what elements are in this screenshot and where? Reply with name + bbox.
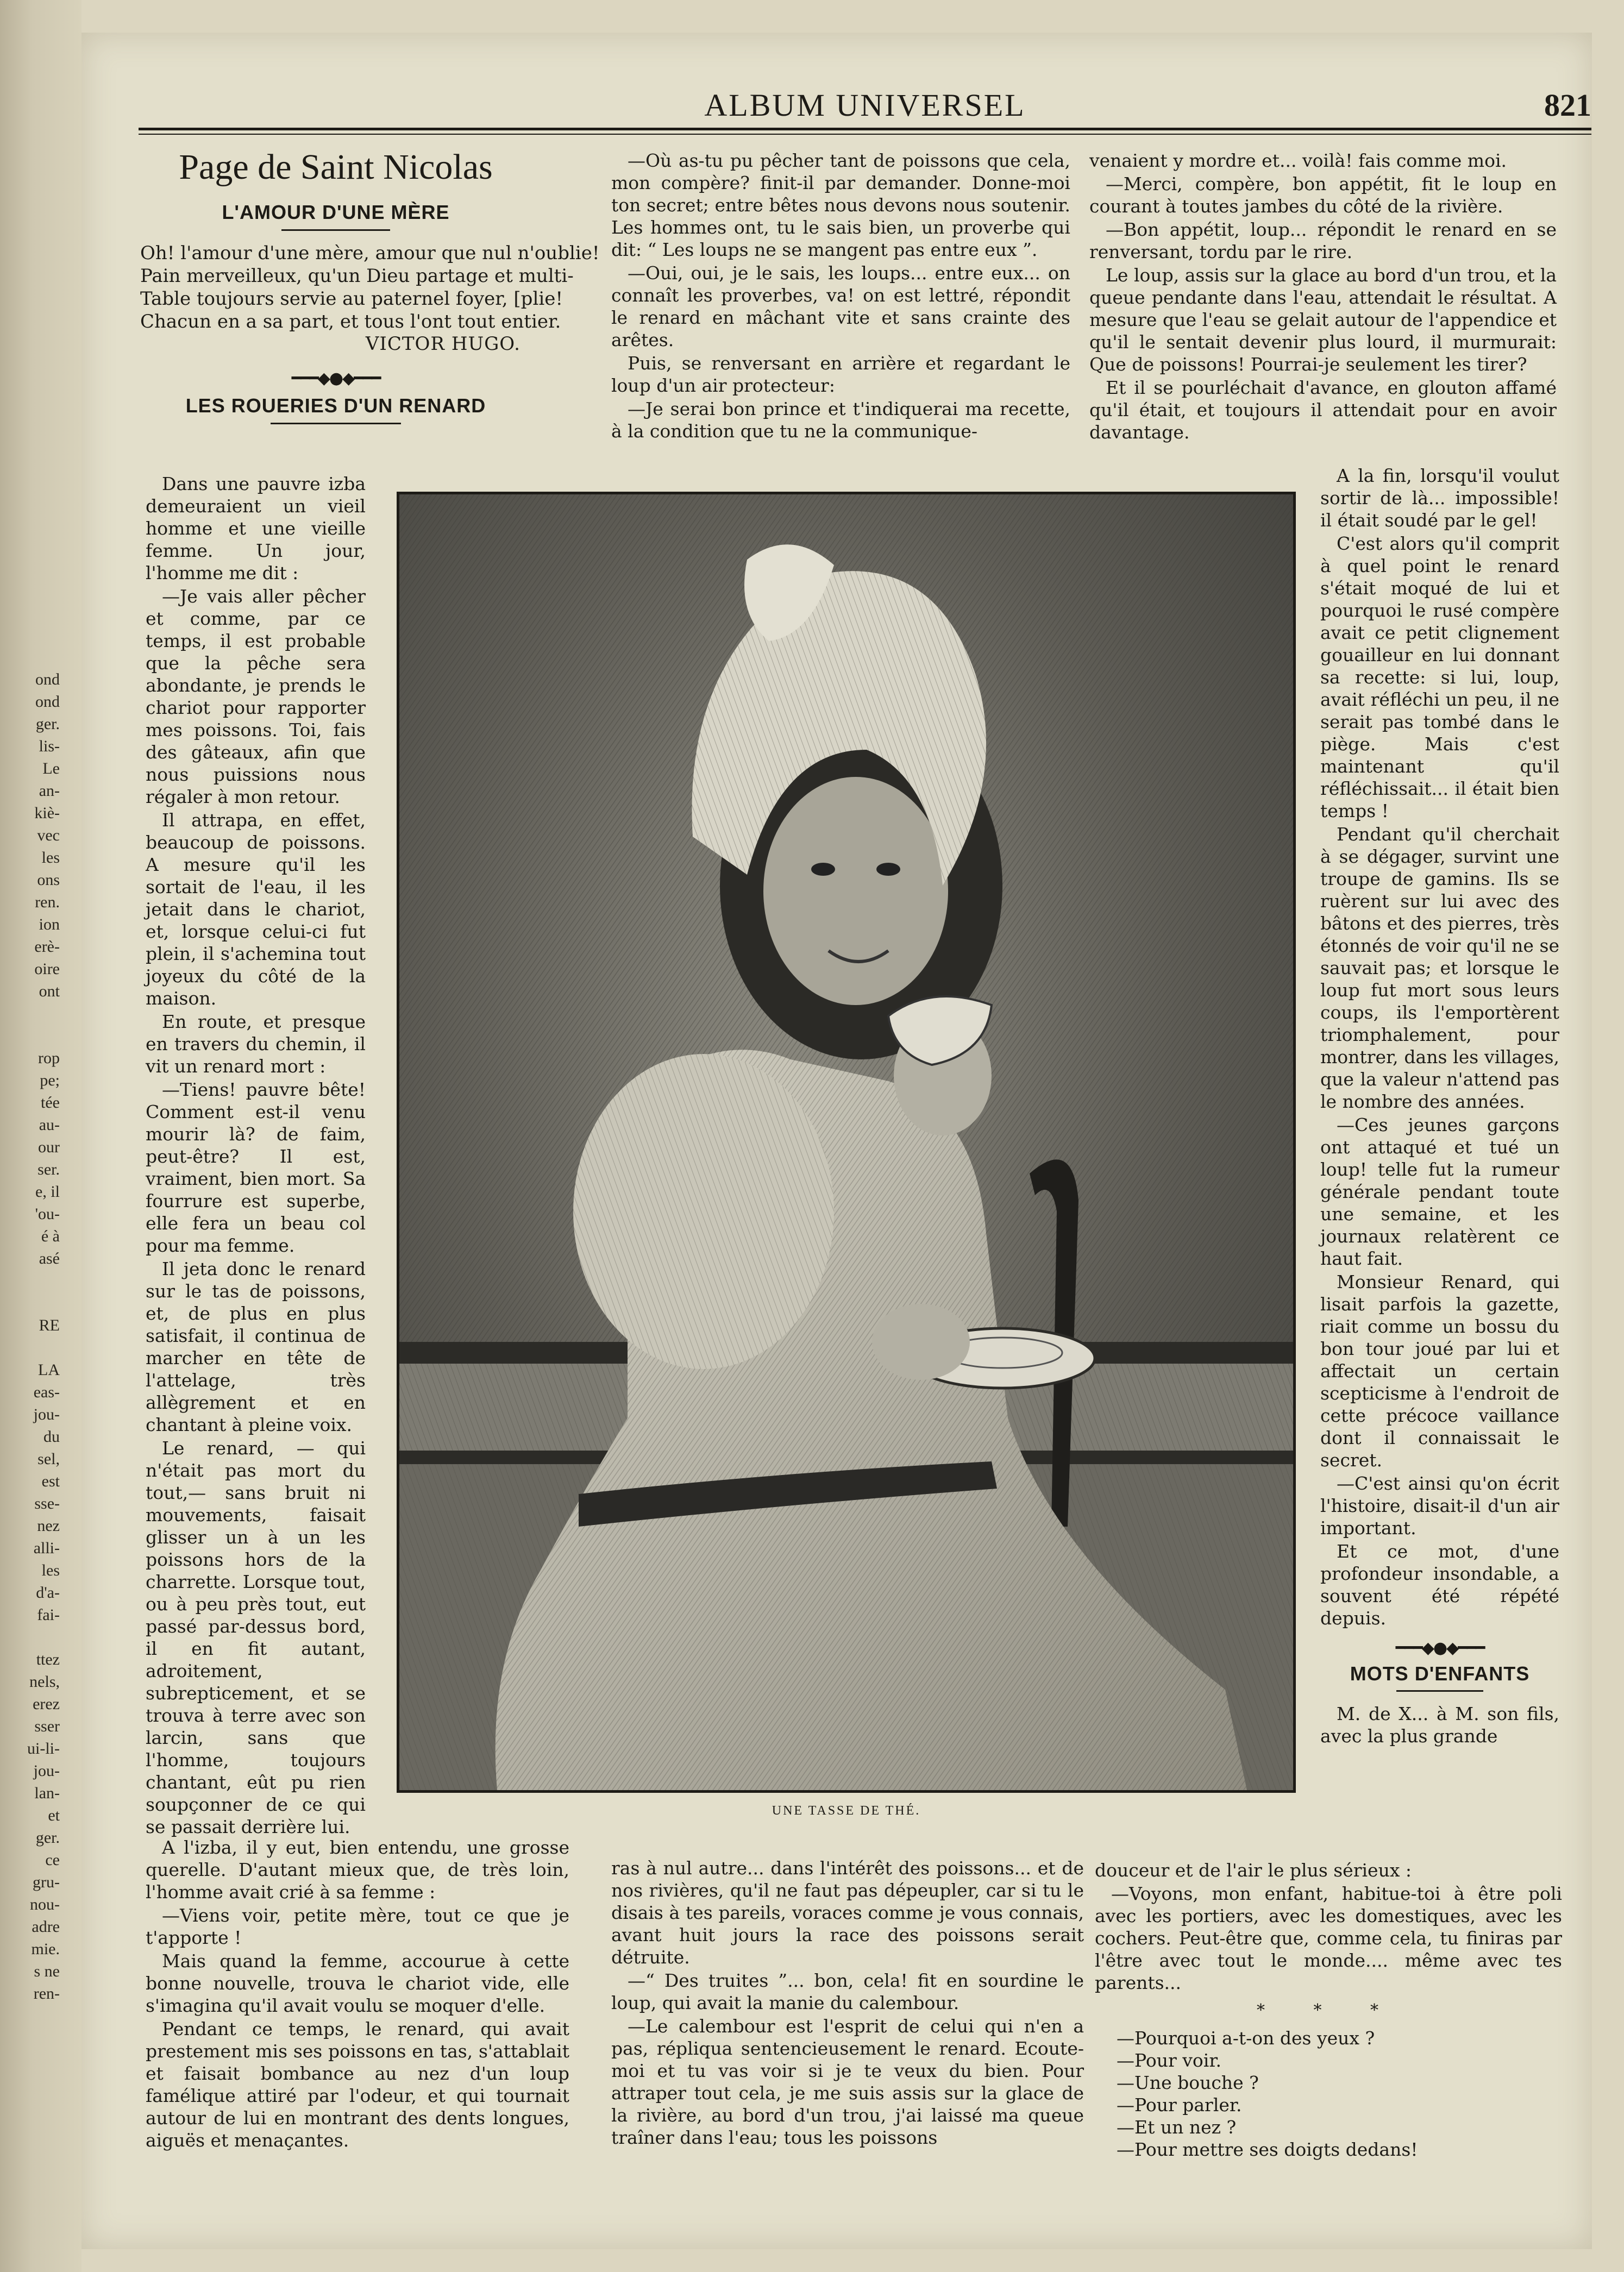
page-header [139,87,1591,130]
left-fragment: é à [41,1227,60,1245]
paragraph: —Merci, compère, bon appétit, fit le loup en courant à toutes jambes du côté de la rivière. [1089,173,1557,217]
left-fragment: et [48,1806,60,1824]
left-fragment: sel, [37,1450,60,1468]
left-fragment: ion [39,915,60,933]
paragraph: En route, et presque en travers du chemin, il vit un renard mort : [146,1011,366,1077]
paragraph: A l'izba, il y eut, bien entendu, une grosse querelle. D'autant mieux que, de très loin, l'homme avait crié à sa femme : [146,1837,569,1903]
poem-line: Chacun en a sa part, et tous l'ont tout entier. [140,311,561,332]
paragraph: ras à nul autre... dans l'intérêt des poissons... et de nos rivières, qu'il ne faut pas dépeupler, car si tu le disais à tes pareils, voraces comme je vous connais, avant huit jours la race des poissons serait détruite. [611,1857,1084,1968]
poem-line: Table toujours servie au paternel foyer, [plie! [140,288,563,310]
paragraph: venaient y mordre et... voilà! fais comme moi. [1089,150,1507,171]
mots-heading: MOTS D'ENFANTS [1350,1662,1530,1685]
left-fragment: sse- [34,1495,60,1512]
paragraph: Le renard, — qui n'était pas mort du tout,— sans bruit ni mouvements, faisait glisser un à un les poissons hors de la charrette. Lorsque tout, ou à peu près tout, eut passé par-dessus bord, il en fit autant, adroitement, subrepticement, et se trouva à terre avec son larcin, sans que l'homme, toujours chantant, eût pu rien soupçonner de ce qui se passait derrière lui. [146,1438,366,1837]
left-fragment: rop [38,1049,60,1067]
story-column-3-narrow [1320,465,1559,1748]
paragraph: —Le calembour est l'esprit de celui qui n'en a pas, répliqua sentencieusement le renard. Ecoute-moi et tu vas voir si je te veux du bien. Pour attraper tout cela, je me suis assis sur la glace de la rivière, au bord d'un trou, j'ai laissé ma queue traîner dans l'eau; tous les poissons [611,2016,1084,2148]
left-fragment: eas- [33,1383,60,1401]
story-column-3-top [1089,149,1557,444]
left-fragment: ond [35,693,60,711]
left-fragment: erez [33,1695,60,1713]
left-fragment: ser. [37,1160,60,1178]
left-fragment: fai- [37,1606,60,1624]
paragraph: —Oui, oui, je le sais, les loups... entre eux... on connaît les proverbes, va! on est lettré, répondit le renard en mâchant vite et sans crainte des arêtes. [611,262,1070,350]
poem-line: Oh! l'amour d'une mère, amour que nul n'oublie! [140,242,600,264]
left-fragment: jou- [33,1405,60,1423]
heading-underline [271,423,401,424]
left-fragment: est [41,1472,60,1490]
left-fragment: adre [32,1918,60,1936]
left-fragment: au- [39,1116,60,1134]
left-fragment [0,1270,60,1292]
dialogue-line: —Pour parler. [1117,2094,1242,2116]
story-column-1-bottom [146,1836,569,2152]
dialogue-line: —Pour voir. [1117,2050,1221,2071]
left-fragment: ons [37,871,60,889]
story-column-1 [146,473,366,1839]
left-fragment: gru- [33,1873,60,1891]
left-fragment: ond [35,670,60,688]
dialogue-line: —Et un nez ? [1117,2117,1237,2138]
poem-verse [140,242,600,333]
dialogue-line: —Pour mettre ses doigts dedans! [1117,2139,1418,2160]
poem-heading: L'AMOUR D'UNE MÈRE [222,201,450,223]
left-fragment: erè- [34,938,60,956]
paragraph: Le loup, assis sur la glace au bord d'un trou, et la queue pendante dans l'eau, attendait le résultat. A mesure que l'eau se gelait autour de l'appendice et qu'il le sentait devenir plus lourd, il murmurait: Que de poissons! Pourrai-je seulement les tirer? [1089,265,1557,375]
left-fragment: ger. [35,715,60,733]
paragraph: —Je vais aller pêcher et comme, par ce temps, il est probable que la pêche sera abondante, je prends le chariot pour rapporter mes poissons. Toi, fais des gâteaux, afin que nous puissions nous régaler à mon retour. [146,586,366,807]
heading-underline [281,229,390,231]
paragraph: Pendant ce temps, le renard, qui avait prestement mis ses poissons en tas, s'attablait et faisait bombance au nez d'un loup famélique attiré par l'odeur, et qui tournait autour de lui en montrant des dents longues, aiguës et menaçantes. [146,2018,569,2151]
paragraph: —Où as-tu pu pêcher tant de poissons que cela, mon compère? finit-il par demander. Donne-moi ton secret; entre bêtes nous devons nous soutenir. Les hommes ont, tu le sais bien, un proverbe qui dit: “ Les loups ne se mangent pas entre eux ”. [611,150,1070,260]
left-fragment: mie. [31,1940,60,1958]
header-rule [139,128,1591,130]
left-fragment: d'a- [36,1584,60,1602]
story-column-2-bottom [611,1857,1084,2150]
left-fragment: sser [34,1717,60,1735]
left-fragment: ont [39,982,60,1000]
left-fragment [0,1626,60,1648]
left-fragment: lan- [34,1784,60,1802]
ornament-divider: ━━━◆●◆━━━ [1395,1639,1484,1658]
mots-column [1095,1859,1562,2161]
paragraph: —Je serai bon prince et t'indiquerai ma recette, à la condition que tu ne la communique- [611,398,1070,442]
left-page-fragments [0,668,60,2005]
left-fragment: alli- [33,1539,60,1557]
paragraph: Et ce mot, d'une profondeur insondable, a souvent été répété depuis. [1320,1541,1559,1629]
paragraph: Et il se pourléchait d'avance, en glouton affamé qu'il était, et toujours il attendait pour en avoir davantage. [1089,377,1557,443]
poem-author: VICTOR HUGO. [365,333,521,355]
left-fragment: ren- [33,1985,60,2003]
paragraph: Mais quand la femme, accourue à cette bonne nouvelle, trouva le chariot vide, elle s'imagina qu'il avait voulu se moquer d'elle. [146,1950,569,2016]
left-fragment: ger. [35,1829,60,1847]
left-fragment [0,1025,60,1047]
paragraph: M. de X... à M. son fils, avec la plus grande [1320,1703,1559,1747]
left-fragment: ttez [36,1650,60,1668]
dialogue-line: —Pourquoi a-t-on des yeux ? [1117,2028,1375,2049]
left-fragment: RE [39,1316,60,1334]
publication-title: ALBUM UNIVERSEL [704,87,1026,123]
stars-divider: * * * [1256,2001,1401,2020]
left-fragment: les [41,849,60,867]
left-fragment: nez [37,1517,60,1535]
paragraph: A la fin, lorsqu'il voulut sortir de là... impossible! il était soudé par le gel! [1320,465,1559,531]
left-fragment: jou- [33,1762,60,1780]
paragraph: Monsieur Renard, qui lisait parfois la gazette, riait comme un bossu du bon tour joué par lui et affectait un certain scepticisme à l'endroit de cette précoce vaillance dont il connaissait le secret. [1320,1271,1559,1471]
paragraph: Puis, se renversant en arrière et regardant le loup d'un air protecteur: [611,353,1070,396]
paragraph: —“ Des truites ”... bon, cela! fit en sourdine le loup, qui avait la manie du calembour. [611,1970,1084,2013]
left-fragment: du [43,1428,60,1446]
left-fragment: oire [34,960,60,978]
heading-underline [1396,1690,1483,1692]
left-fragment: 'ou- [35,1205,60,1223]
left-fragment: our [38,1138,60,1156]
left-fragment: ce [45,1851,60,1869]
left-fragment: nou- [30,1896,60,1913]
dialogue-line: —Une bouche ? [1117,2072,1259,2093]
paragraph: —Tiens! pauvre bête! Comment est-il venu mourir là? de faim, peut-être? Il est, vraiment, bien mort. Sa fourrure est superbe, elle fera un beau col pour ma femme. [146,1079,366,1256]
engraving-illustration [397,492,1296,1793]
page-number: 821 [1544,87,1591,123]
paragraph: Dans une pauvre izba demeuraient un vieil homme et une vieille femme. Un jour, l'homme me dit : [146,473,366,583]
paragraph: —C'est ainsi qu'on écrit l'histoire, disait-il d'un air important. [1320,1473,1559,1539]
left-fragment: e, il [35,1183,60,1201]
left-fragment: lis- [39,737,60,755]
left-fragment: s ne [34,1962,60,1980]
left-fragment: ren. [35,893,60,911]
left-fragment: pe; [40,1071,60,1089]
paragraph: C'est alors qu'il comprit à quel point le renard s'était moqué de lui et pourquoi le rusé compère avait ce petit clignement gouailleur en lui donnant sa recette: si lui, loup, avait réfléchi un peu, il ne serait pas tombé dans le piège. Mais c'est maintenant qu'il réfléchissait... il était bien temps ! [1320,533,1559,821]
left-fragment [0,1292,60,1314]
dialogue [1095,2027,1562,2161]
left-fragment: asé [39,1250,60,1267]
paragraph: —Ces jeunes garçons ont attaqué et tué un loup! telle fut la rumeur générale pendant toute une semaine, et les journaux relatèrent ce haut fait. [1320,1114,1559,1269]
left-fragment: Le [42,760,60,777]
paragraph: —Viens voir, petite mère, tout ce que je t'apporte ! [146,1905,569,1948]
ornament-divider: ━━━◆●◆━━━ [291,369,380,388]
left-fragment: ui-li- [27,1740,60,1758]
left-fragment: tée [41,1094,60,1112]
paragraph: douceur et de l'air le plus sérieux : [1095,1860,1412,1881]
illustration-caption: UNE TASSE DE THÉ. [772,1804,921,1818]
left-fragment: LA [38,1361,60,1379]
header-rule-thin [139,134,1591,135]
left-fragment: an- [39,782,60,800]
paragraph: —Bon appétit, loup... répondit le renard en se renversant, tordu par le rire. [1089,219,1557,262]
story-heading: LES ROUERIES D'UN RENARD [185,394,486,417]
poem-line: Pain merveilleux, qu'un Dieu partage et multi- [140,265,574,287]
left-fragment [0,1002,60,1025]
story-column-2-top [611,149,1070,443]
column-1-top [140,147,600,435]
left-fragment [0,1336,60,1359]
girl-with-teacup-engraving [399,494,1293,1790]
left-fragment: vec [37,826,60,844]
paragraph: Il jeta donc le renard sur le tas de poissons, et, de plus en plus satisfait, il continua de marcher en tête de l'attelage, très allègrement et en chantant à pleine voix. [146,1258,366,1435]
left-fragment: kiè- [34,804,60,822]
paragraph: Il attrapa, en effet, beaucoup de poissons. A mesure qu'il les sortait de l'eau, il les jetait dans le chariot, et, lorsque celui-ci fut plein, il s'achemina tout joyeux du côté de la maison. [146,809,366,1009]
left-fragment: nels, [29,1673,60,1691]
paragraph: —Voyons, mon enfant, habitue-toi à être poli avec les portiers, avec les domestiques, avec les cochers. Peut-être que, comme cela, tu finiras par l'être avec tout le monde.... même avec tes parents... [1095,1883,1562,1993]
paragraph: Pendant qu'il cherchait à se dégager, survint une troupe de gamins. Ils se ruèrent sur lui avec des bâtons et des pierres, très étonnés de voir qu'il ne se sauvait pas; et lorsque le loup fut mort sous leurs coups, ils l'emportèrent triomphalement, pour montrer, dans les villages, que la valeur n'attend pas le nombre des années. [1320,824,1559,1112]
left-fragment: les [41,1561,60,1579]
section-title: Page de Saint Nicolas [179,147,493,187]
